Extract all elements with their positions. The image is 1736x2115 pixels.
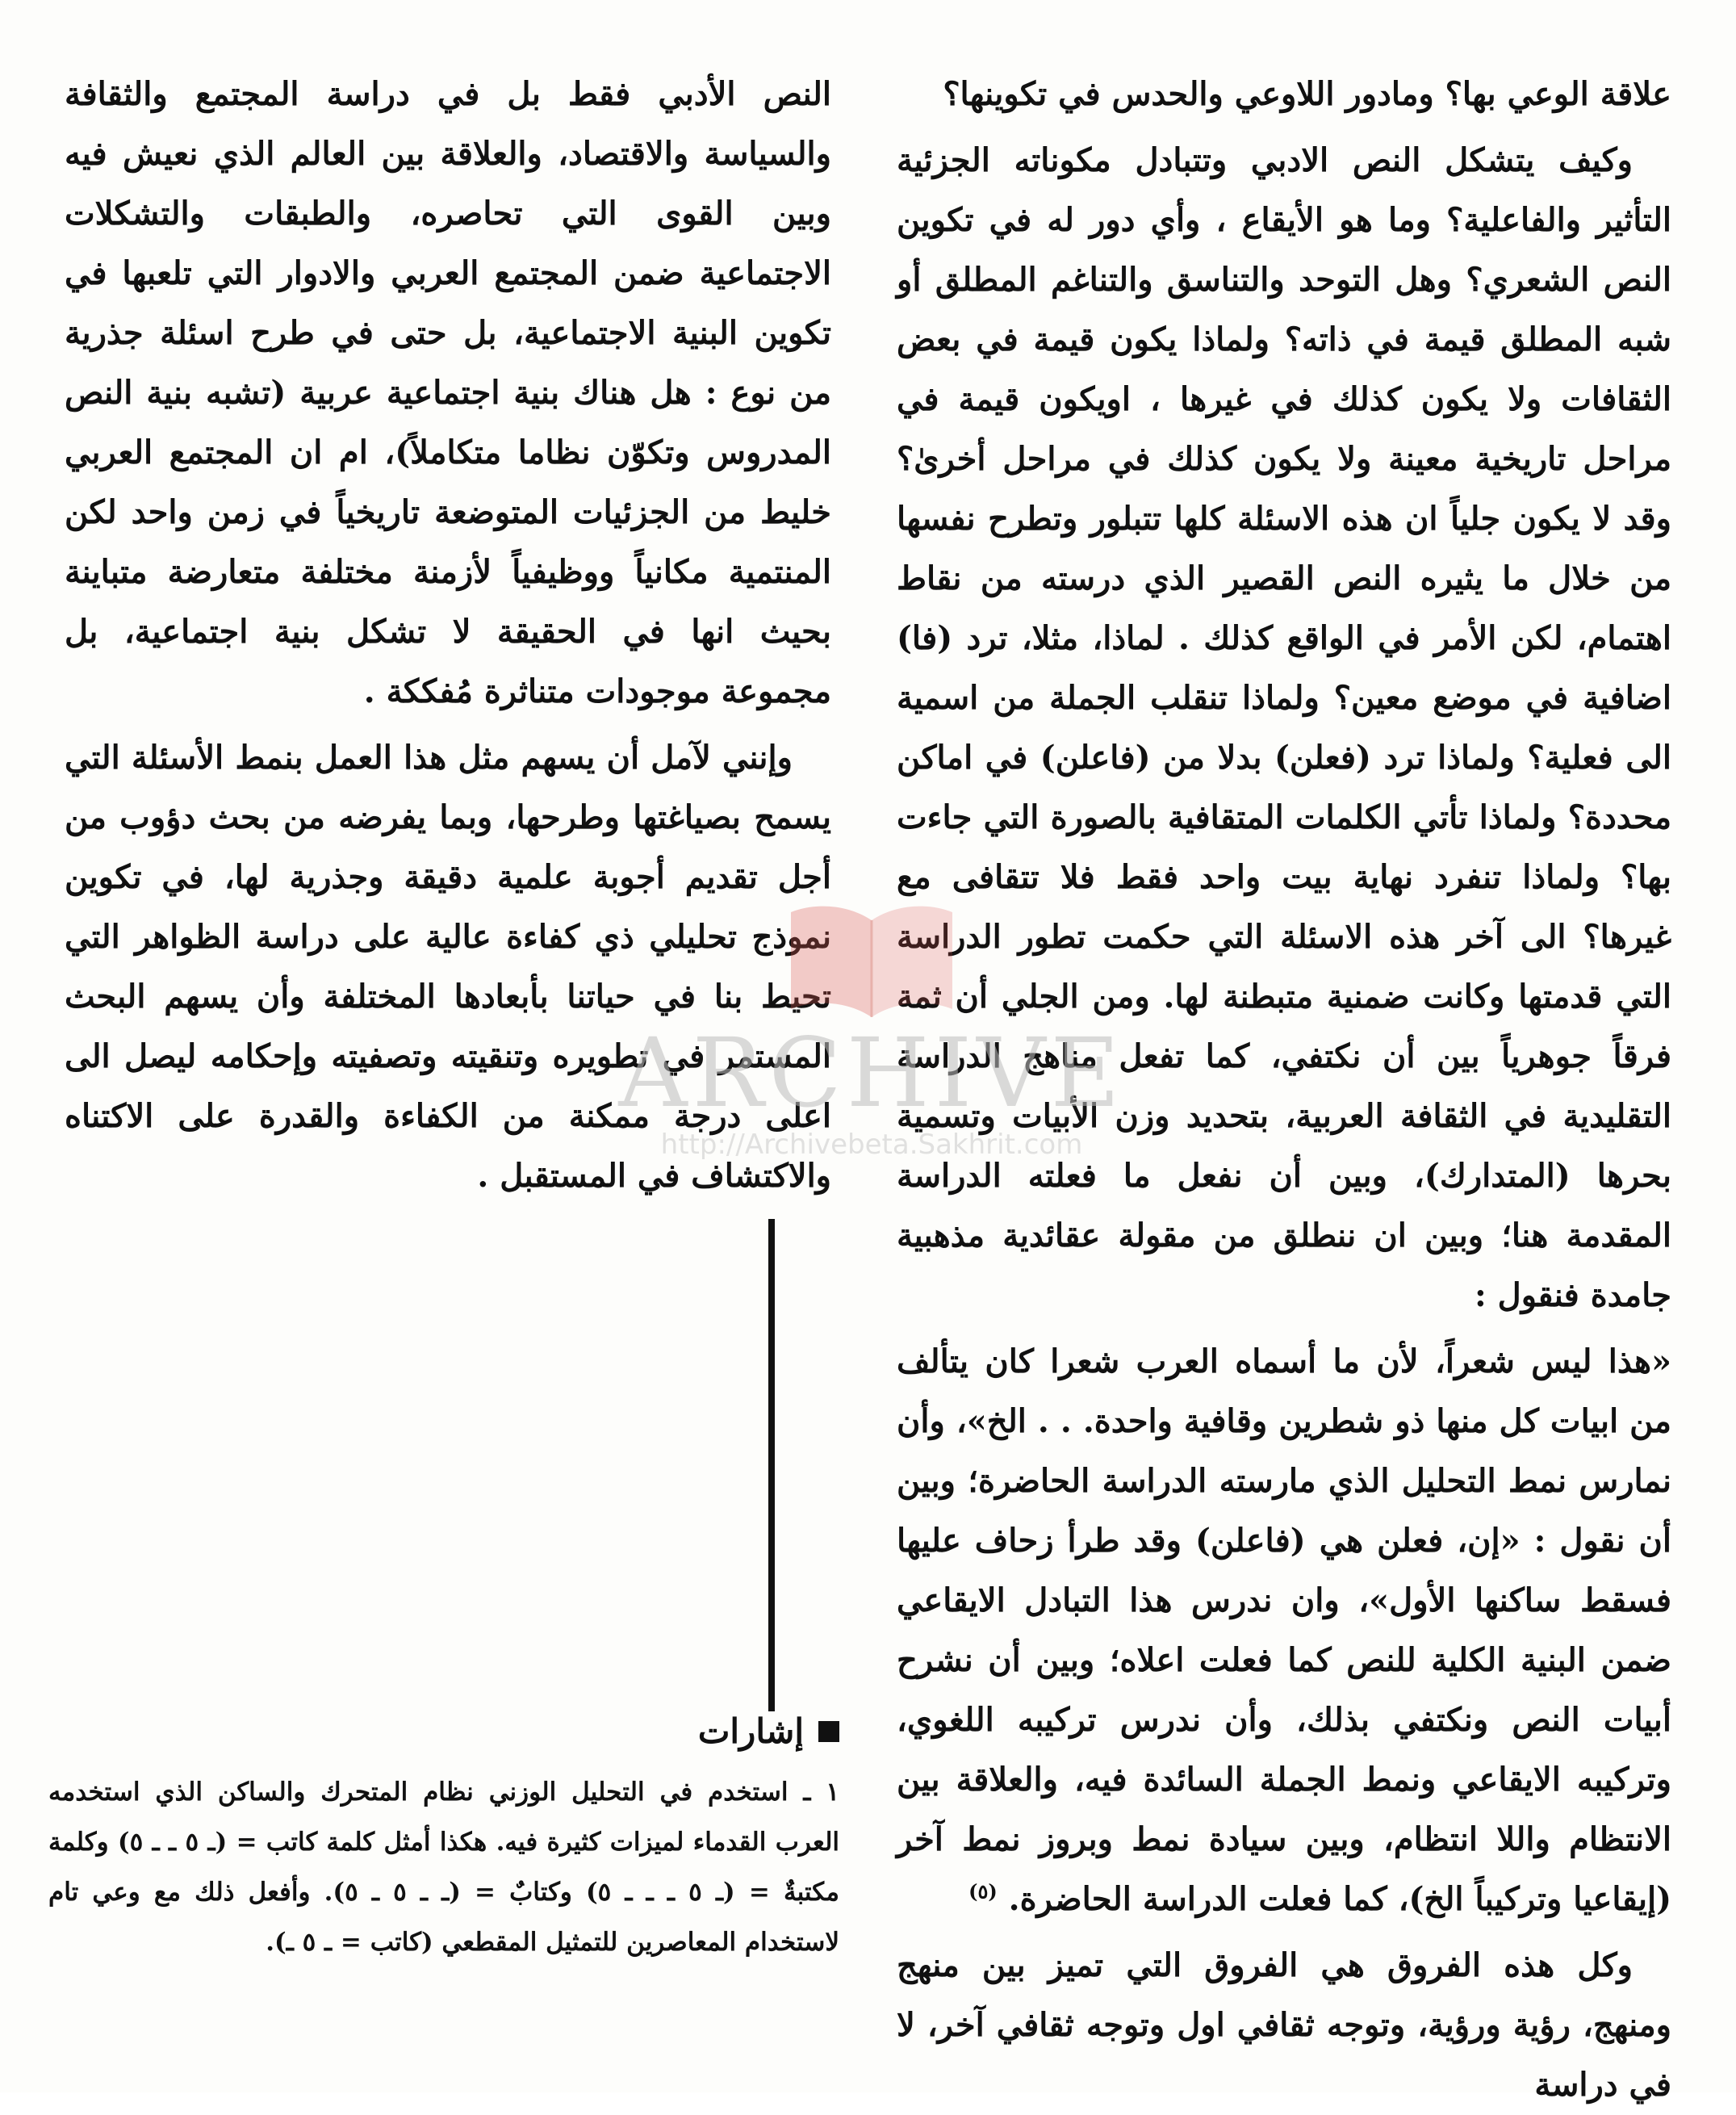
square-bullet-icon bbox=[818, 1721, 839, 1742]
notes-heading bbox=[48, 1711, 839, 1751]
right-paragraph-3 bbox=[897, 1332, 1671, 1929]
left-paragraph-2: وإنني لآمل أن يسهم مثل هذا العمل بنمط الأسئلة التي يسمح بصياغتها وطرحها، وبما يفرضه من بحث دؤوب من أجل تقديم أجوبة علمية دقيقة وجذرية لها، في تكوين نموذج تحليلي ذي كفاءة عالية على دراسة الظواهر التي تحيط بنا في حياتنا بأبعادها المختلفة وأن يسهم البحث المستمر في تطويره وتنقيته وتصفيته وإحكامه ليصل الى اعلى درجة ممكنة من الكفاءة والقدرة على الاكتناه والاكتشاف في المستقبل . bbox=[65, 739, 831, 1195]
vertical-divider-rule bbox=[768, 1219, 775, 1711]
right-paragraph-3-text: «هذا ليس شعراً، لأن ما أسماه العرب شعرا كان يتألف من ابيات كل منها ذو شطرين وقافية واحدة. . . الخ»، وأن نمارس نمط التحليل الذي مارسته الدراسة الحاضرة؛ وبين أن نقول : «إن، فعلن هي (فاعلن) وقد طرأ زحاف عليها فسقط ساكنها الأول»، وان ندرس هذا التبادل الايقاعي ضمن البنية الكلية للنص كما فعلت اعلاه؛ وبين أن نشرح أبيات النص ونكتفي بذلك، وأن ندرس تركيبه اللغوي، وتركيبه الايقاعي ونمط الجملة السائدة فيه، والعلاقة بين الانتظام واللا انتظام، وبين سيادة نمط وبروز نمط آخر (إيقاعيا وتركيباً الخ)، كما فعلت الدراسة الحاضرة. bbox=[897, 1342, 1671, 1918]
footnote-reference: (٥) bbox=[968, 1879, 998, 1904]
left-column bbox=[65, 65, 831, 1206]
right-paragraph-2: وكيف يتشكل النص الادبي وتتبادل مكوناته الجزئية التأثير والفاعلية؟ وما هو الأيقاع ، وأي دور له في تكوين النص الشعري؟ وهل التوحد والتناسق والتناغم المطلق أو شبه المطلق قيمة في ذاته؟ ولماذا يكون قيمة في بعض الثقافات ولا يكون كذلك في غيرها ، اويكون قيمة في مراحل تاريخية معينة ولا يكون كذلك في مراحل أخرىٰ؟ وقد لا يكون جلياً ان هذه الاسئلة كلها تتبلور وتطرح نفسها من خلال ما يثيره النص القصير الذي درسته من نقاط اهتمام، لكن الأمر في الواقع كذلك . لماذا، مثلا، ترد (فا) اضافية في موضع معين؟ ولماذا تنقلب الجملة من اسمية الى فعلية؟ ولماذا ترد (فعلن) بدلا من (فاعلن) في اماكن محددة؟ ولماذا تأتي الكلمات المتقافية بالصورة التي جاءت بها؟ ولماذا تنفرد نهاية بيت واحد فقط فلا تتقافى مع غيرها؟ الى آخر هذه الاسئلة التي حكمت تطور الدراسة التي قدمتها وكانت ضمنية متبطنة لها. ومن الجلي أن ثمة فرقاً جوهرياً بين أن نكتفي، كما تفعل مناهج الدراسة التقليدية في الثقافة العربية، بتحديد وزن الأبيات وتسمية بحرها (المتدارك)، وبين أن نفعل ما فعلته الدراسة المقدمة هنا؛ وبين ان ننطلق من مقولة عقائدية مذهبية جامدة فنقول : bbox=[897, 141, 1672, 1314]
right-paragraph-1: علاقة الوعي بها؟ ومادور اللاوعي والحدس في تكوينها؟ bbox=[943, 75, 1671, 113]
watermark-word: ARCHIVE bbox=[618, 1017, 1125, 1129]
left-paragraph-1: النص الأدبي فقط بل في دراسة المجتمع والثقافة والسياسة والاقتصاد، والعلاقة بين العالم الذي نعيش فيه وبين القوى التي تحاصره، والطبقات والتشكلات الاجتماعية ضمن المجتمع العربي والادوار التي تلعبها في تكوين البنية الاجتماعية، بل حتى في طرح اسئلة جذرية من نوع : هل هناك بنية اجتماعية عربية (تشبه بنية النص المدروس وتكوّن نظاما متكاملاً)، ام ان المجتمع العربي خليط من الجزئيات المتوضعة تاريخياً في زمن واحد لكن المنتمية مكانياً ووظيفياً لأزمنة مختلفة متعارضة متباينة بحيث انها في الحقيقة لا تشكل بنية اجتماعية، بل مجموعة موجودات متناثرة مُفككة . bbox=[65, 75, 831, 710]
note-1: ١ ـ استخدم في التحليل الوزني نظام المتحرك والساكن الذي استخدمه العرب القدماء لميزات كثيرة فيه. هكذا أمثل كلمة كاتب = (ـ ٥ ـ ـ ٥) وكلمة مكتبةٌ = (ـ ٥ ـ ـ ـ ٥) وكتابٌ = (ـ ـ ٥ ـ ٥). وأفعل ذلك مع وعي تام لاستخدام المعاصرين للتمثيل المقطعي (كاتب = ـ ٥ ـ). bbox=[48, 1778, 840, 1957]
notes-heading-text: إشارات bbox=[697, 1711, 804, 1751]
right-column bbox=[897, 65, 1671, 2115]
right-paragraph-4: وكل هذه الفروق هي الفروق التي تميز بين منهج ومنهج، رؤية ورؤية، وتوجه ثقافي اول وتوجه ثقافي آخر، لا في دراسة bbox=[897, 1946, 1671, 2104]
watermark-url: http://Archivebeta.Sakhrit.com bbox=[660, 1129, 1083, 1161]
notes-section bbox=[48, 1711, 839, 1967]
